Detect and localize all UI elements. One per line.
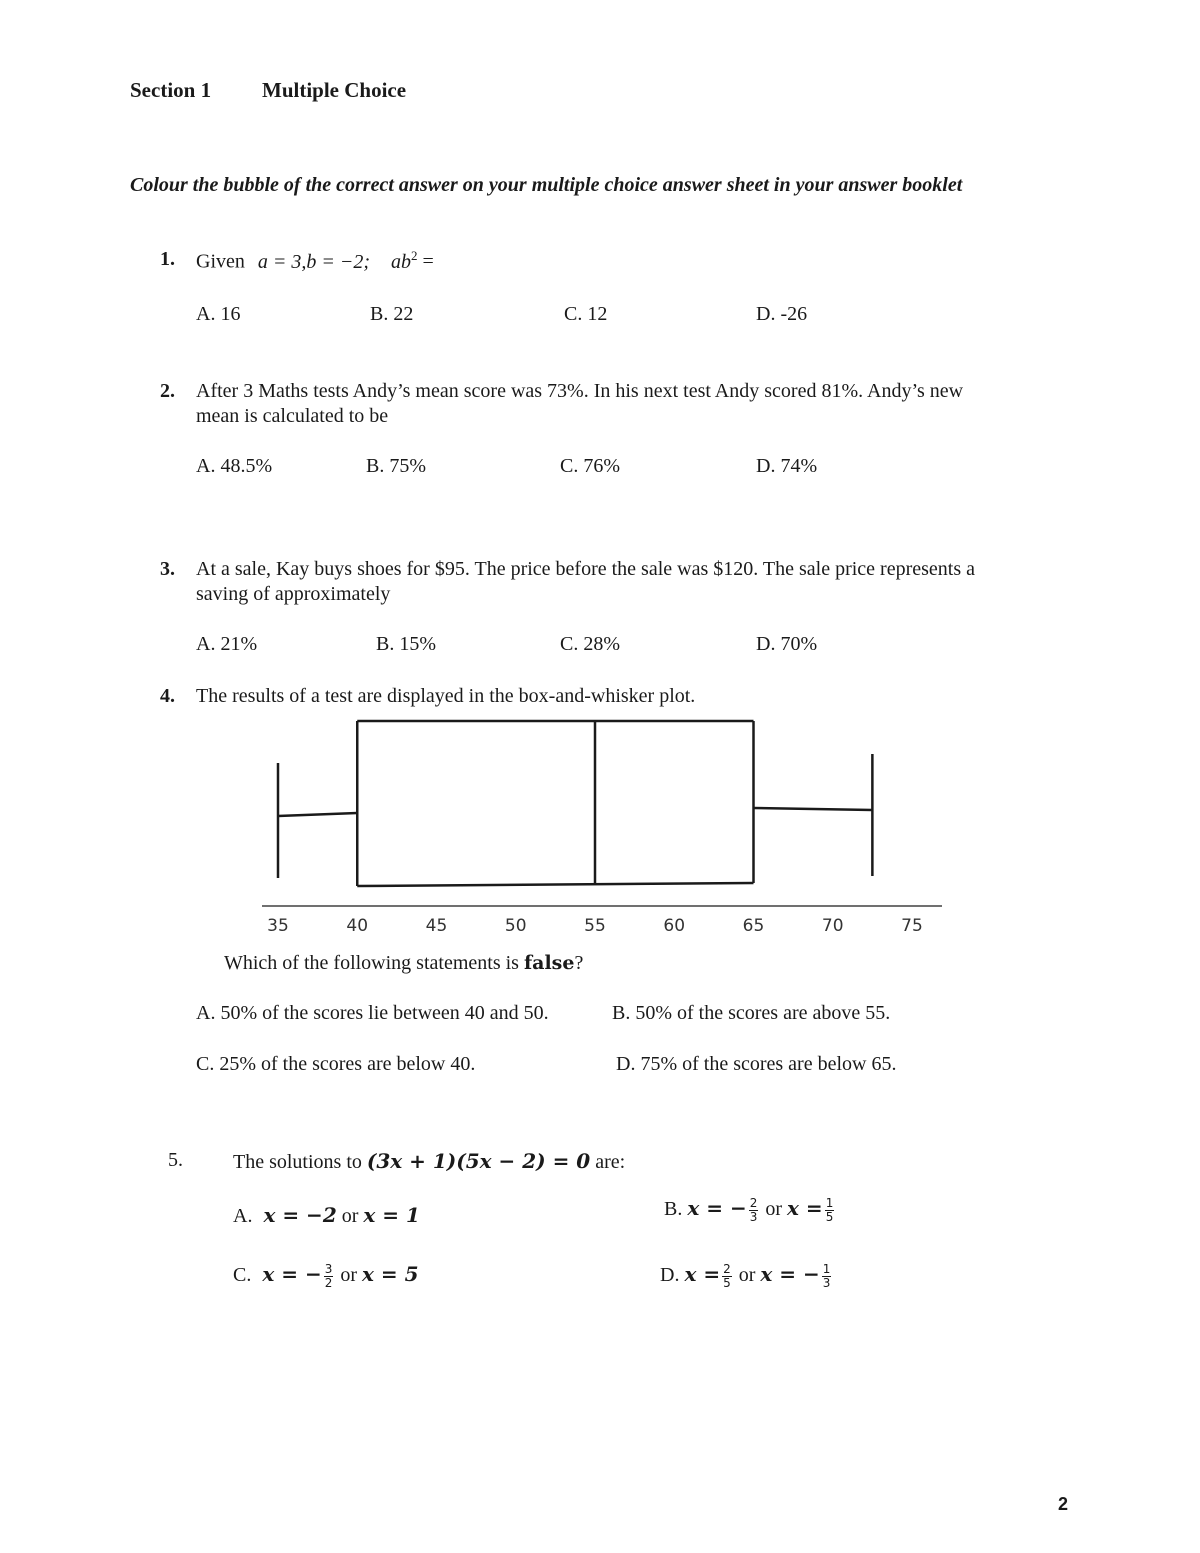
- question-5-text: [233, 1149, 625, 1174]
- question-3-option-a[interactable]: A. 21%: [196, 633, 258, 655]
- question-1-given: Given: [196, 250, 245, 273]
- question-5-equation: (3x + 1)(5x − 2) = 0: [366, 1149, 591, 1173]
- question-2-option-c[interactable]: C. 76%: [560, 455, 620, 477]
- question-2-line-1: After 3 Maths tests Andy’s mean score was 73%. In his next test Andy scored 81%. Andy’s new: [196, 380, 964, 402]
- question-1-number: 1.: [160, 248, 175, 270]
- question-1-option-d[interactable]: D. -26: [756, 303, 808, 325]
- option-d-or: or: [738, 1264, 756, 1286]
- option-c-fraction: $\frac{3}{2}$: [324, 1261, 333, 1290]
- question-2-line-2: mean is calculated to be: [196, 405, 389, 427]
- question-4-option-b[interactable]: B. 50% of the scores are above 55.: [612, 1002, 891, 1024]
- option-d-label: D.: [660, 1264, 680, 1286]
- option-d-fraction-2: $\frac{1}{3}$: [822, 1261, 831, 1290]
- option-a-rhs: x = 1: [363, 1203, 420, 1227]
- upper-whisker: [754, 808, 873, 810]
- x-tick-label-40: 40: [346, 916, 369, 936]
- lower-whisker: [278, 813, 357, 816]
- x-tick-label-45: 45: [425, 916, 448, 936]
- question-5-option-c[interactable]: [233, 1262, 419, 1290]
- instruction-text: Colour the bubble of the correct answer on your multiple choice answer sheet in your answer booklet: [130, 174, 963, 196]
- option-a-or: or: [341, 1205, 359, 1227]
- x-tick-label-75: 75: [901, 916, 923, 936]
- option-b-rhs: x =: [787, 1196, 823, 1220]
- page-number: 2: [1058, 1494, 1069, 1514]
- question-4-prompt-emphasis: false: [523, 952, 575, 974]
- section-title: Multiple Choice: [262, 78, 407, 102]
- option-a-label: A.: [233, 1205, 253, 1227]
- x-tick-label-60: 60: [663, 916, 686, 936]
- question-3-number: 3.: [160, 558, 175, 580]
- option-c-rhs: x = 5: [362, 1262, 419, 1286]
- question-4-prompt-text: Which of the following statements is: [224, 952, 519, 974]
- x-tick-label-55: 55: [584, 916, 606, 936]
- question-2-option-b[interactable]: B. 75%: [366, 455, 426, 477]
- question-2-number: 2.: [160, 380, 175, 402]
- section-label: Section 1: [130, 78, 212, 102]
- option-d-lhs: x =: [684, 1262, 721, 1286]
- option-b-fraction-2: $\frac{1}{5}$: [825, 1195, 834, 1224]
- question-5-option-a[interactable]: [233, 1203, 420, 1228]
- option-b-label: B.: [664, 1198, 683, 1220]
- question-4-prompt-mark: ?: [574, 952, 584, 974]
- question-5-option-b[interactable]: [664, 1196, 836, 1224]
- question-4-option-d[interactable]: D. 75% of the scores are below 65.: [616, 1053, 897, 1075]
- question-1-exponent: 2: [411, 248, 418, 263]
- question-5-number: 5.: [168, 1149, 183, 1171]
- option-c-label: C.: [233, 1264, 252, 1286]
- option-a-lhs: x = −2: [263, 1203, 337, 1227]
- option-b-or: or: [765, 1198, 783, 1220]
- question-4-number: 4.: [160, 685, 175, 707]
- option-c-lhs: x = −: [262, 1262, 322, 1286]
- x-tick-label-65: 65: [742, 916, 765, 936]
- option-d-rhs: x = −: [760, 1262, 820, 1286]
- question-2-option-a[interactable]: A. 48.5%: [196, 455, 273, 477]
- question-1-equals: =: [422, 250, 434, 273]
- question-1-values: a = 3,b = −2;: [257, 250, 371, 273]
- box-bottom-edge: [357, 883, 753, 886]
- x-tick-label-70: 70: [821, 916, 844, 936]
- question-5-pre: The solutions to: [233, 1151, 362, 1173]
- x-tick-label-50: 50: [504, 916, 527, 936]
- question-3-option-d[interactable]: D. 70%: [756, 633, 818, 655]
- question-1-expression: ab: [391, 250, 412, 273]
- question-3-line-1: At a sale, Kay buys shoes for $95. The price before the sale was $120. The sale price represents a: [196, 558, 975, 580]
- question-2-option-d[interactable]: D. 74%: [756, 455, 818, 477]
- question-4-option-c[interactable]: C. 25% of the scores are below 40.: [196, 1053, 476, 1075]
- question-1-option-a[interactable]: A. 16: [196, 303, 241, 325]
- question-4-prompt: [224, 952, 583, 975]
- option-b-lhs: x = −: [687, 1196, 747, 1220]
- question-3-option-c[interactable]: C. 28%: [560, 633, 620, 655]
- question-4-text: The results of a test are displayed in the box-and-whisker plot.: [196, 685, 696, 707]
- question-5-option-d[interactable]: [660, 1262, 833, 1290]
- question-5-post: are:: [595, 1151, 626, 1173]
- option-c-or: or: [340, 1264, 358, 1286]
- question-3-option-b[interactable]: B. 15%: [376, 633, 436, 655]
- option-d-fraction-1: $\frac{2}{5}$: [723, 1261, 731, 1290]
- question-1-option-b[interactable]: B. 22: [370, 303, 414, 325]
- x-tick-label-35: 35: [267, 916, 289, 936]
- option-b-fraction-1: $\frac{2}{3}$: [749, 1195, 758, 1224]
- question-1-option-c[interactable]: C. 12: [564, 303, 608, 325]
- question-3-line-2: saving of approximately: [196, 583, 391, 605]
- question-4-option-a[interactable]: A. 50% of the scores lie between 40 and 50.: [196, 1002, 549, 1024]
